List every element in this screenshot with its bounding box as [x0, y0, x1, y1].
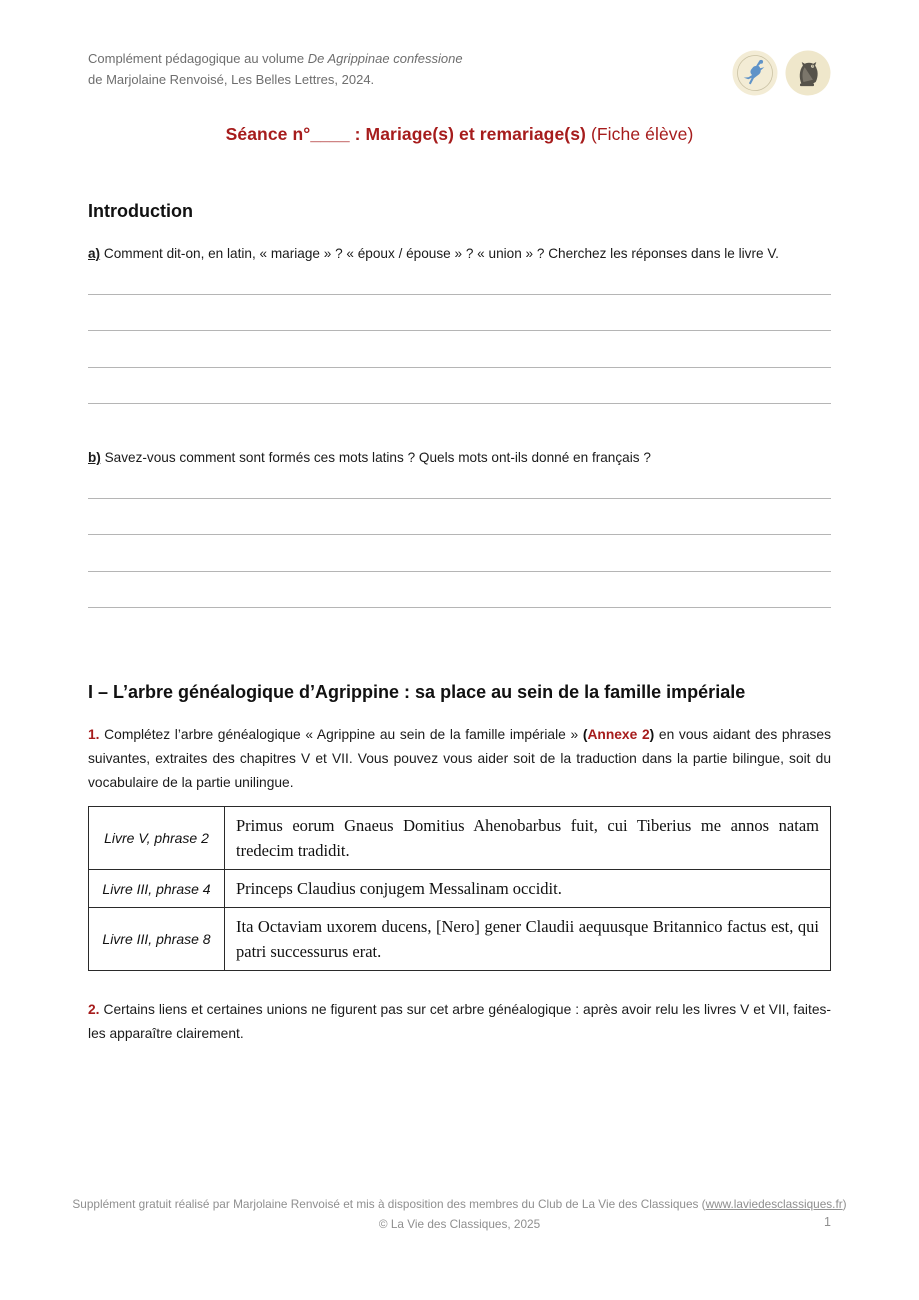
publisher-logos: [732, 50, 831, 96]
question-1: [88, 723, 831, 795]
table-row: [89, 908, 831, 971]
quote-latin-cell: Primus eorum Gnaeus Domitius Ahenobarbus fuit, cui Tiberius me annos natam tredecim tradidit.: [225, 807, 831, 870]
footer-credit-prefix: Supplément gratuit réalisé par Marjolaine Renvoisé et mis à disposition des membres du Club de La Vie des Classiques (: [72, 1197, 706, 1211]
answer-block-b: [88, 462, 831, 608]
laviedesclassiques-link[interactable]: www.laviedesclassiques.fr: [705, 1197, 843, 1211]
answer-line: [88, 535, 831, 572]
question-b-text: Savez-vous comment sont formés ces mots latins ? Quels mots ont-ils donné en français ?: [100, 450, 651, 465]
answer-block-a: [88, 258, 831, 404]
quote-latin-cell: Princeps Claudius conjugem Messalinam occidit.: [225, 870, 831, 908]
page-title-main: Séance n°____ : Mariage(s) et remariage(s): [225, 124, 586, 144]
question-a-text: Comment dit-on, en latin, « mariage » ? « époux / épouse » ? « union » ? Cherchez les réponses dans le livre V.: [100, 246, 779, 261]
question-1-text-part2: en vous aidant des phrases suivantes, extraites des chapitres V et VII. Vous pouvez vous aider soit de la traduction dans la partie bilingue, soit du vocabulaire de la partie unilingue.: [88, 727, 831, 790]
question-a-label: a): [88, 246, 101, 261]
table-row: [89, 870, 831, 908]
document-header: [88, 0, 831, 96]
question-b-label: b): [88, 450, 101, 465]
page-title: [88, 124, 831, 145]
question-1-number: 1.: [88, 727, 100, 742]
introduction-heading: Introduction: [88, 201, 193, 221]
credit-line-2: de Marjolaine Renvoisé, Les Belles Lettres, 2024.: [88, 72, 375, 87]
page-number: 1: [824, 1215, 831, 1229]
section-1-heading: I – L’arbre généalogique d’Agrippine : sa place au sein de la famille impériale: [88, 682, 746, 702]
footer-line-1: [44, 1194, 875, 1214]
question-2: [88, 998, 831, 1046]
answer-line: [88, 331, 831, 368]
quote-latin-cell: Ita Octaviam uxorem ducens, [Nero] gener Claudii aequusque Britannico factus est, qui patri successurus erat.: [225, 908, 831, 971]
question-a: [88, 244, 831, 264]
quote-ref-cell: Livre III, phrase 4: [89, 870, 225, 908]
credit-block: [88, 48, 463, 90]
page-title-subtitle: (Fiche élève): [585, 124, 694, 144]
credit-prefix: Complément pédagogique au volume: [88, 51, 308, 66]
annexe-paren-close: ): [649, 727, 655, 742]
latin-quotes-table: [88, 806, 831, 971]
la-vie-des-classiques-logo: [732, 50, 778, 96]
question-1-text-part1: Complétez l’arbre généalogique « Agrippine au sein de la famille impériale »: [99, 727, 583, 742]
footer-credit-suffix: ): [842, 1197, 847, 1211]
annexe-2-ref: Annexe 2: [587, 727, 650, 742]
question-2-text: Certains liens et certaines unions ne figurent pas sur cet arbre généalogique : après avoir relu les livres V et VII, faites-les apparaître clairement.: [88, 1002, 831, 1041]
answer-line: [88, 572, 831, 609]
table-row: [89, 807, 831, 870]
les-belles-lettres-owl-logo: [785, 50, 831, 96]
answer-line: [88, 368, 831, 405]
answer-line: [88, 499, 831, 536]
credit-line-1: [88, 48, 463, 69]
question-2-number: 2.: [88, 1002, 100, 1017]
quote-ref-cell: Livre III, phrase 8: [89, 908, 225, 971]
annexe-paren-open: (: [582, 727, 588, 742]
answer-line: [88, 295, 831, 332]
page-footer: [44, 1194, 875, 1234]
copyright-line: © La Vie des Classiques, 2025: [378, 1217, 541, 1231]
quote-ref-cell: Livre V, phrase 2: [89, 807, 225, 870]
credit-volume-title: De Agrippinae confessione: [307, 51, 463, 66]
